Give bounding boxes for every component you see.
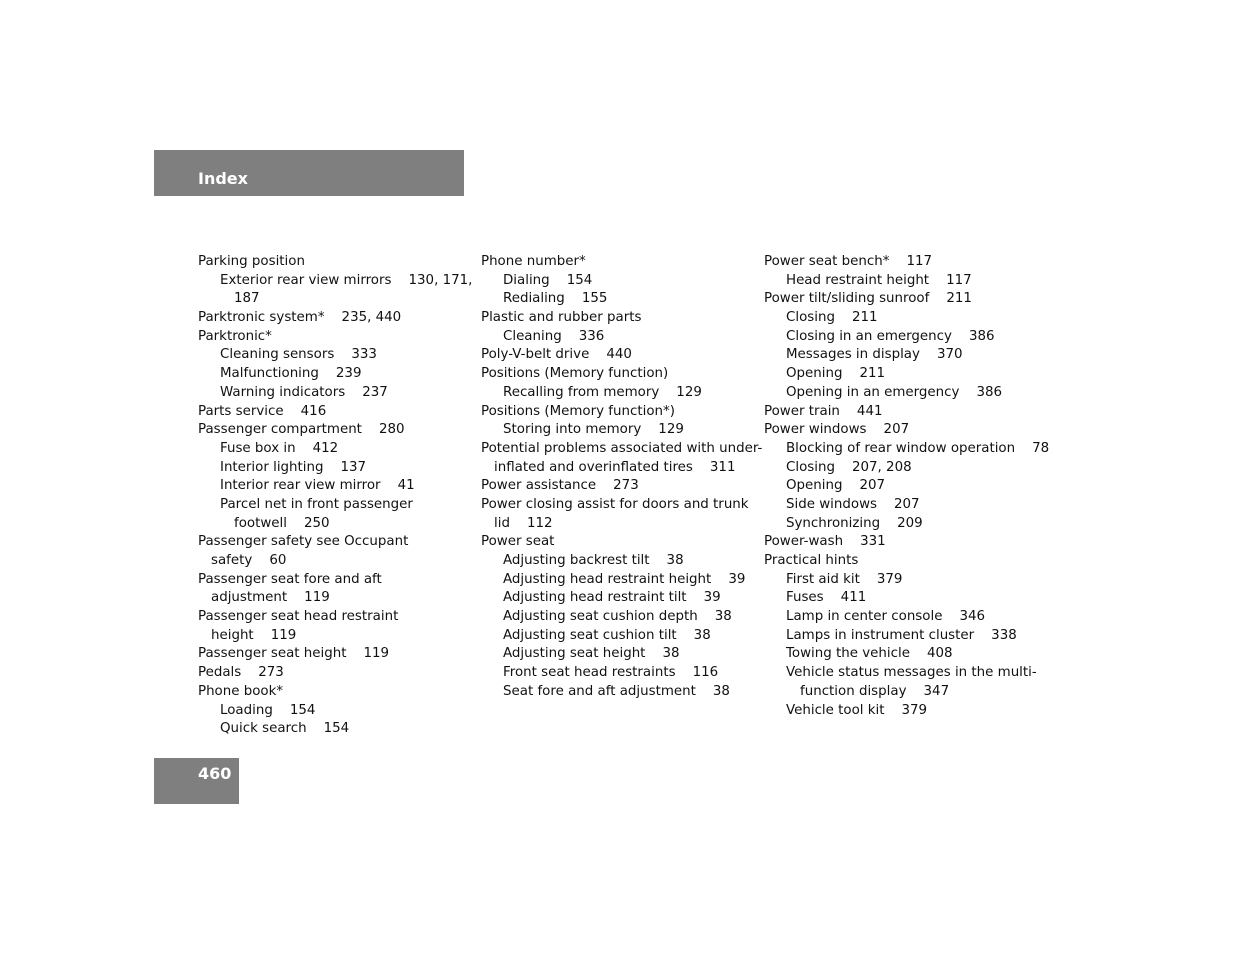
index-subentry: Cleaning sensors 333 bbox=[220, 347, 377, 363]
index-entry-continuation: height 119 bbox=[211, 627, 297, 643]
index-subentry: Synchronizing 209 bbox=[786, 515, 923, 531]
index-subentry: Redialing 155 bbox=[503, 291, 608, 307]
index-entry: Power assistance 273 bbox=[481, 478, 639, 494]
index-entry: Power train 441 bbox=[764, 403, 883, 419]
index-subentry: Lamps in instrument cluster 338 bbox=[786, 627, 1017, 643]
index-subentry: Adjusting backrest tilt 38 bbox=[503, 553, 684, 568]
index-entry: Practical hints bbox=[764, 553, 859, 568]
index-entry-continuation: lid 112 bbox=[494, 515, 553, 531]
index-subentry: Exterior rear view mirrors 130, 171, bbox=[220, 272, 473, 288]
index-entry: Phone number* bbox=[481, 254, 586, 269]
index-subentry: Interior rear view mirror 41 bbox=[220, 478, 415, 494]
index-column-1 bbox=[198, 253, 473, 739]
index-subentry: Interior lighting 137 bbox=[220, 459, 367, 475]
index-entry: Power-wash 331 bbox=[764, 534, 886, 550]
index-subentry: Vehicle tool kit 379 bbox=[786, 702, 928, 718]
index-subentry: Messages in display 370 bbox=[786, 347, 963, 363]
index-entry: Poly-V-belt drive 440 bbox=[481, 347, 632, 363]
page-number-box bbox=[154, 758, 239, 804]
index-subentry: Opening 211 bbox=[786, 366, 886, 382]
index-entry: Parktronic system* 235, 440 bbox=[198, 310, 402, 326]
index-subentry: Adjusting head restraint height 39 bbox=[503, 571, 746, 587]
index-subentry: Recalling from memory 129 bbox=[503, 384, 702, 400]
index-entry: Pedals 273 bbox=[198, 665, 284, 681]
index-subentry: Opening 207 bbox=[786, 478, 886, 494]
index-entry-continuation: footwell 250 bbox=[234, 515, 330, 531]
index-column-3 bbox=[764, 253, 1050, 720]
index-subentry: Quick search 154 bbox=[220, 721, 350, 737]
index-column-2 bbox=[481, 253, 763, 702]
index-entry: Passenger seat height 119 bbox=[198, 646, 390, 662]
index-entry: Power closing assist for doors and trunk bbox=[481, 496, 749, 512]
index-entry: Parking position bbox=[198, 254, 305, 269]
index-subentry: Loading 154 bbox=[220, 702, 316, 718]
index-entry-continuation: inflated and overinflated tires 311 bbox=[494, 459, 736, 475]
index-entry: Passenger seat fore and aft bbox=[198, 571, 382, 587]
index-entry-continuation: safety 60 bbox=[211, 553, 287, 568]
index-entry: Parktronic* bbox=[198, 328, 272, 344]
index-subentry: Opening in an emergency 386 bbox=[786, 384, 1003, 400]
index-entry: Positions (Memory function*) bbox=[481, 403, 675, 419]
index-entry: Power windows 207 bbox=[764, 422, 910, 438]
index-subentry: Adjusting seat cushion tilt 38 bbox=[503, 627, 711, 643]
index-subentry: Warning indicators 237 bbox=[220, 384, 388, 400]
index-subentry: Fuse box in 412 bbox=[220, 440, 339, 456]
index-subentry: Blocking of rear window operation 78 bbox=[786, 440, 1050, 456]
index-subentry: Adjusting seat height 38 bbox=[503, 646, 680, 662]
index-subentry: Head restraint height 117 bbox=[786, 272, 972, 288]
index-entry: Parts service 416 bbox=[198, 403, 327, 419]
index-subentry: First aid kit 379 bbox=[786, 571, 903, 587]
index-entry-continuation: adjustment 119 bbox=[211, 590, 330, 606]
index-subentry: Seat fore and aft adjustment 38 bbox=[503, 683, 730, 699]
page-title: Index bbox=[198, 169, 248, 188]
index-entry: Positions (Memory function) bbox=[481, 366, 669, 382]
index-subentry: Dialing 154 bbox=[503, 272, 593, 288]
index-entry: Plastic and rubber parts bbox=[481, 310, 642, 326]
index-subentry: Closing in an emergency 386 bbox=[786, 328, 995, 344]
index-entry-continuation: function display 347 bbox=[800, 683, 950, 699]
index-subentry: Vehicle status messages in the multi- bbox=[786, 665, 1037, 681]
index-subentry: Adjusting head restraint tilt 39 bbox=[503, 590, 721, 606]
index-subentry: Closing 211 bbox=[786, 310, 878, 326]
index-subentry: Lamp in center console 346 bbox=[786, 609, 986, 625]
index-entry: Power seat bench* 117 bbox=[764, 254, 933, 269]
index-subentry: Cleaning 336 bbox=[503, 328, 605, 344]
index-entry: Power seat bbox=[481, 534, 555, 550]
index-subentry: Front seat head restraints 116 bbox=[503, 665, 719, 681]
index-subentry: Parcel net in front passenger bbox=[220, 496, 413, 512]
index-entry: Passenger safety see Occupant bbox=[198, 534, 409, 550]
index-entry: Power tilt/sliding sunroof 211 bbox=[764, 291, 972, 307]
index-subentry: Closing 207, 208 bbox=[786, 459, 912, 475]
index-subentry: Malfunctioning 239 bbox=[220, 366, 362, 382]
index-subentry: Side windows 207 bbox=[786, 496, 920, 512]
index-subentry: Towing the vehicle 408 bbox=[786, 646, 953, 662]
page-number: 460 bbox=[198, 764, 232, 783]
index-subentry: Fuses 411 bbox=[786, 590, 867, 606]
index-subentry: Adjusting seat cushion depth 38 bbox=[503, 609, 732, 625]
index-entry: Passenger seat head restraint bbox=[198, 609, 399, 625]
index-header-bar bbox=[154, 150, 464, 196]
index-entry: Passenger compartment 280 bbox=[198, 422, 405, 438]
index-entry: Phone book* bbox=[198, 683, 284, 699]
index-entry: Potential problems associated with under- bbox=[481, 440, 763, 456]
index-subentry: Storing into memory 129 bbox=[503, 422, 684, 438]
index-entry-continuation: 187 bbox=[234, 291, 260, 307]
